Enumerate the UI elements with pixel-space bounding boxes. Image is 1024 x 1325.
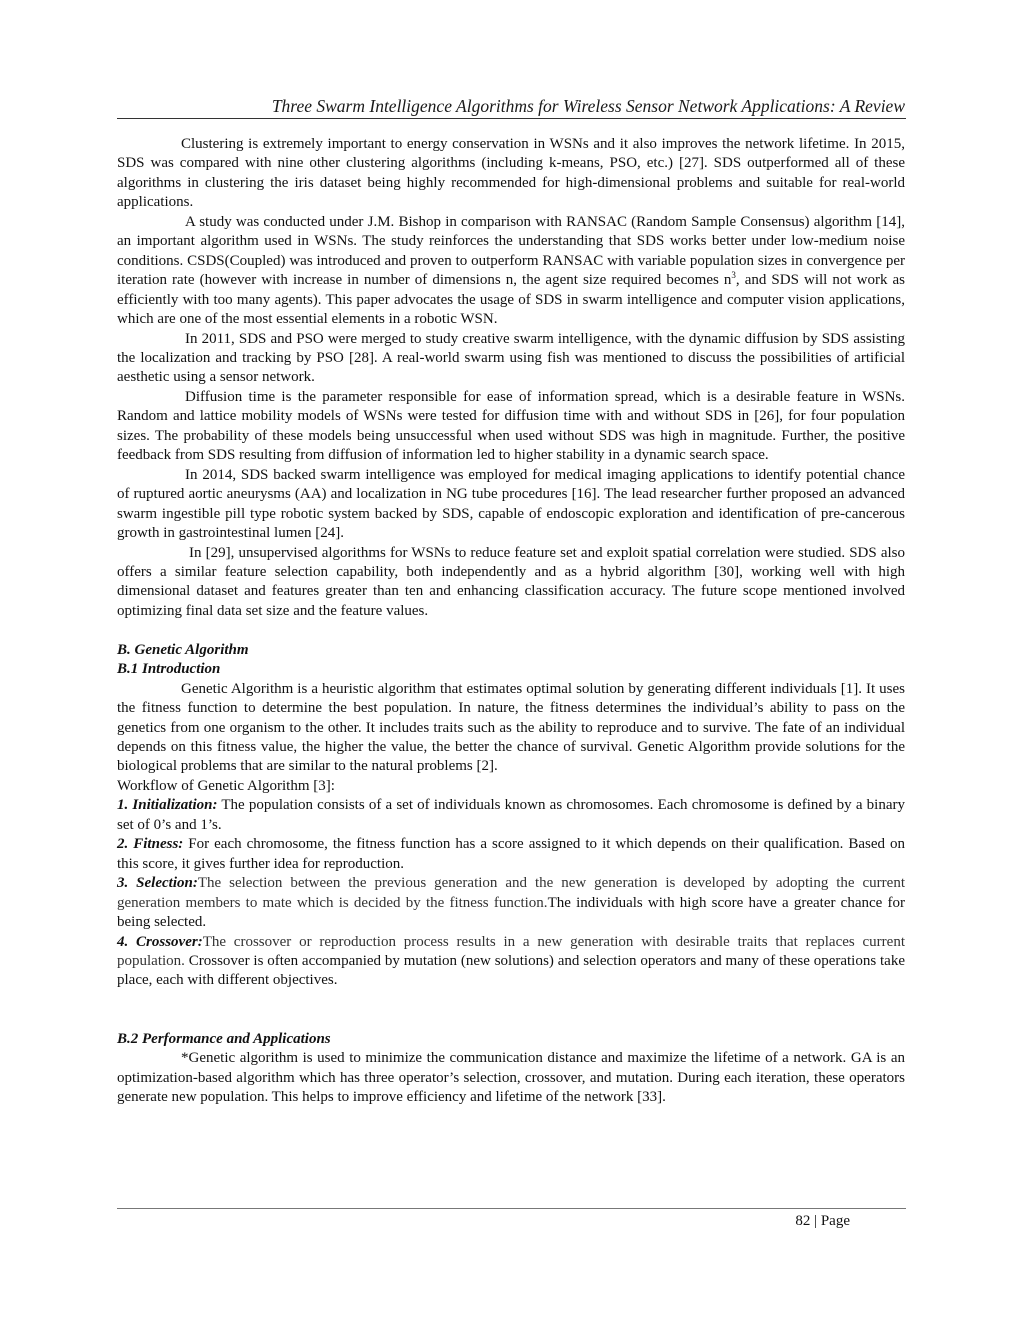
paragraph-sds-pso: In 2011, SDS and PSO were merged to study creative swarm intelligence, with the dynamic diffusion by SDS assisting the localization and tracking by PSO [28]. A real-world swarm using fish was mentioned to discuss the possibilities of artificial aesthetic using a sensor network.: [117, 330, 905, 386]
workflow-item-text-continued: Crossover is often accompanied by mutation (new solutions) and selection operators and many of these operations take place, each with different objectives.: [117, 953, 905, 989]
paragraph-ga-performance: *Genetic algorithm is used to minimize the communication distance and maximize the lifetime of a network. GA is an optimization-based algorithm which has three operator’s selection, crossover, and mutation. During each iteration, these operators generate new population. This helps to improve efficiency and lifetime of the network [33].: [117, 1050, 905, 1106]
workflow-item-text: The selection between the previous generation and the new generation is developed by adopting the current generation members to mate which is decided by the fitness function.: [117, 875, 905, 911]
workflow-item-text: The population consists of a set of individuals known as chromosomes. Each chromosome is defined by a binary set of 0’s and 1’s.: [117, 797, 905, 833]
paragraph-ransac: [117, 213, 905, 330]
paragraph-diffusion: Diffusion time is the parameter responsible for ease of information spread, which is a desirable feature in WSNs. Random and lattice mobility models of WSNs were tested for diffusion time with and without SDS in [26], for four population sizes. The probability of these models being unsuccessful when used without SDS was high in magnitude. Further, the positive feedback from SDS resulting from diffusion of information led to higher stability in a dynamic search space.: [117, 388, 905, 464]
paragraph-medical-imaging: In 2014, SDS backed swarm intelligence was employed for medical imaging applications to identify potential chance of ruptured aortic aneurysms (AA) and localization in NG tube procedures [16]. The lead researcher further proposed an advanced swarm ingestible pill type robotic system backed by SDS, capable of endoscopic exploration and identification of pre-cancerous growth in gastrointestinal lumen [24].: [117, 466, 905, 542]
workflow-item-initialization: [117, 796, 905, 835]
subsection-heading-performance: B.2 Performance and Applications: [117, 1030, 331, 1047]
page-body: [117, 135, 905, 1108]
workflow-item-text-continued: The individuals with high score have a greater chance for being selected.: [117, 894, 905, 931]
workflow-item-crossover: [117, 933, 905, 991]
workflow-item-label: 2. Fitness:: [117, 836, 184, 853]
workflow-item-text: For each chromosome, the fitness function has a score assigned to it which depends on their qualification. Based on this score, it gives further idea for reproduction.: [117, 836, 905, 872]
paragraph-ga-intro: Genetic Algorithm is a heuristic algorithm that estimates optimal solution by generating different individuals [1]. It uses the fitness function to determine the best population. In nature, the fitness determines the individual’s ability to pass on the genetics from one organism to the other. It includes traits such as the ability to reproduce and to survive. The fate of an individual depends on this fitness value, the higher the value, the better the chance of survival. Genetic Algorithm provide solutions for the biological problems that are similar to the natural problems [2].: [117, 680, 905, 775]
subsection-heading-introduction: B.1 Introduction: [117, 661, 221, 678]
workflow-item-fitness: [117, 835, 905, 874]
paragraph-clustering: Clustering is extremely important to energy conservation in WSNs and it also improves the network lifetime. In 2015, SDS was compared with nine other clustering algorithms (including k-means, PSO, etc.) [27]. SDS outperformed all of these algorithms in clustering the iris dataset being highly recommended for high-dimensional problems and suitable for real-world applications.: [117, 136, 905, 211]
page-number: 82 | Page: [795, 1213, 850, 1229]
workflow-item-label: 3. Selection:: [117, 875, 198, 892]
workflow-item-label: 4. Crossover:: [117, 933, 203, 950]
running-header-title: Three Swarm Intelligence Algorithms for Wireless Sensor Network Applications: A Review: [271, 96, 905, 116]
spacer: [117, 991, 905, 1030]
header-rule: [117, 118, 906, 119]
footer-rule: [117, 1208, 906, 1209]
paragraph-feature-selection: In [29], unsupervised algorithms for WSNs to reduce feature set and exploit spatial correlation were studied. SDS also offers a similar feature selection capability, both independently and as a hybrid algorithm [30], working well with high dimensional dataset and features greater than ten and enhancing classification accuracy. The future scope mentioned involved optimizing final data set size and the feature values.: [117, 544, 905, 619]
section-heading-genetic-algorithm: B. Genetic Algorithm: [117, 641, 249, 658]
workflow-item-label: 1. Initialization:: [117, 797, 218, 814]
workflow-item-selection: [117, 874, 905, 932]
superscript-exponent: 3: [731, 270, 736, 281]
workflow-item-text: The crossover or reproduction process results in a new generation with desirable traits that replaces current population.: [117, 933, 905, 970]
spacer: [117, 621, 905, 640]
paragraph-ransac-part1: A study was conducted under J.M. Bishop in comparison with RANSAC (Random Sample Consensus) algorithm [14], an important algorithm used in WSNs. The study reinforces the understanding that SDS works better under low-medium noise conditions. CSDS(Coupled) was introduced and proven to outperform RANSAC with variable population sizes in convergence per iteration rate (however with increase in number of dimensions n, the agent size required becomes n: [117, 213, 905, 289]
paragraph-ransac-part2: , and SDS will not work as efficiently with too many agents). This paper advocates the usage of SDS in swarm intelligence and computer vision applications, which are one of the most essential elements in a robotic WSN.: [117, 272, 906, 328]
workflow-label: Workflow of Genetic Algorithm [3]:: [117, 777, 335, 794]
